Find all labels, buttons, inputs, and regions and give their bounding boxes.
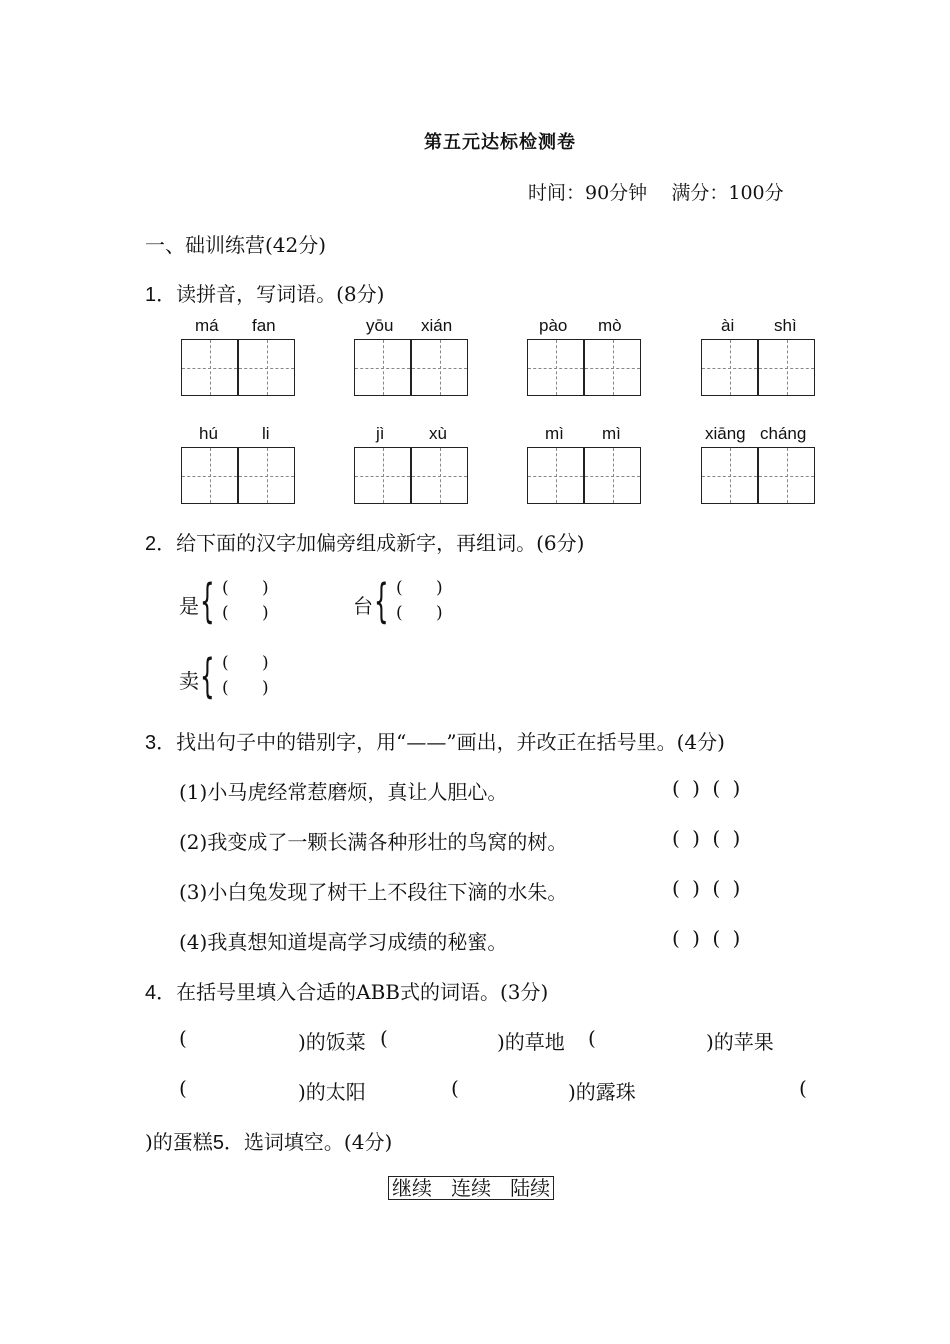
blank-open[interactable]: ( xyxy=(588,1026,596,1050)
word-bank xyxy=(388,1176,554,1200)
blank-open[interactable]: ( xyxy=(451,1076,459,1100)
page-title: 第五元达标检测卷 xyxy=(424,132,576,153)
full-score: 满分：100分 xyxy=(671,182,784,204)
writing-box[interactable] xyxy=(411,339,468,396)
question-number: 5． xyxy=(212,1132,244,1154)
writing-box[interactable] xyxy=(238,339,295,396)
writing-box[interactable] xyxy=(181,447,238,504)
sentence: (1)小马虎经常惹磨烦，真让人胆心。 xyxy=(179,780,508,804)
blank-open[interactable]: ( xyxy=(179,1076,187,1100)
pinyin: mì xyxy=(545,424,564,443)
pinyin: hú xyxy=(199,424,218,443)
pinyin: li xyxy=(262,424,270,443)
pinyin: xián xyxy=(421,316,453,335)
writing-box[interactable] xyxy=(701,339,758,396)
brace: { xyxy=(374,574,389,628)
phrase: )的太阳 xyxy=(298,1080,366,1104)
blank-open[interactable]: ( xyxy=(799,1076,807,1100)
writing-box[interactable] xyxy=(758,447,815,504)
question-3 xyxy=(145,726,725,755)
writing-box[interactable] xyxy=(584,447,641,504)
answer-parens[interactable]: ( ) ( ) xyxy=(672,876,744,900)
question-text: 选词填空。(4分) xyxy=(243,1130,393,1154)
question-text: 给下面的汉字加偏旁组成新字，再组词。(6分) xyxy=(176,531,585,555)
phrase: )的苹果 xyxy=(706,1030,774,1054)
answer-parens[interactable]: ( ) ( ) xyxy=(672,926,744,950)
writing-box[interactable] xyxy=(181,339,238,396)
pinyin: jì xyxy=(376,424,385,443)
pinyin: pào xyxy=(539,316,568,335)
question-number: 2． xyxy=(145,533,177,555)
question-1 xyxy=(145,278,384,307)
writing-box[interactable] xyxy=(411,447,468,504)
brace: { xyxy=(200,574,215,628)
radical-char: 卖 xyxy=(179,669,199,693)
pinyin: cháng xyxy=(760,424,807,443)
word-option: 继续 xyxy=(392,1176,432,1200)
question-number: 3． xyxy=(145,732,177,754)
radical-char: 台 xyxy=(353,594,373,618)
phrase: )的饭菜 xyxy=(298,1030,366,1054)
answer-paren[interactable]: ( ) xyxy=(222,678,283,698)
word-option: 连续 xyxy=(451,1176,492,1200)
writing-box[interactable] xyxy=(354,447,411,504)
writing-box[interactable] xyxy=(238,447,295,504)
question-text: 在括号里填入合适的ABB式的词语。(3分) xyxy=(176,980,549,1004)
pinyin: fan xyxy=(252,316,276,335)
pinyin: ài xyxy=(721,316,735,335)
writing-box[interactable] xyxy=(527,339,584,396)
question-number: 4． xyxy=(145,982,177,1004)
writing-box[interactable] xyxy=(527,447,584,504)
time-limit: 时间：90分钟 xyxy=(528,182,648,204)
phrase: )的蛋糕 xyxy=(145,1130,213,1154)
question-text: 读拼音，写词语。(8分) xyxy=(176,282,385,306)
blank-open[interactable]: ( xyxy=(380,1026,388,1050)
writing-box[interactable] xyxy=(354,339,411,396)
question-4 xyxy=(145,976,548,1005)
phrase: )的草地 xyxy=(497,1030,565,1054)
answer-paren[interactable]: ( ) xyxy=(396,578,457,598)
answer-parens[interactable]: ( ) ( ) xyxy=(672,776,744,800)
answer-parens[interactable]: ( ) ( ) xyxy=(672,826,744,850)
answer-paren[interactable]: ( ) xyxy=(396,603,457,623)
question-number: 1． xyxy=(145,284,177,306)
word-option: 陆续 xyxy=(510,1176,551,1200)
sentence: (2)我变成了一颗长满各种形壮的鸟窝的树。 xyxy=(179,830,568,854)
pinyin: shì xyxy=(774,316,797,335)
pinyin: xù xyxy=(429,424,447,443)
pinyin: má xyxy=(195,316,219,335)
pinyin: xiāng xyxy=(705,424,746,443)
pinyin: mì xyxy=(602,424,621,443)
question-5 xyxy=(145,1126,392,1155)
brace: { xyxy=(200,649,215,703)
phrase: )的露珠 xyxy=(568,1080,636,1104)
sentence: (4)我真想知道堤高学习成绩的秘蜜。 xyxy=(179,930,508,954)
sentence: (3)小白兔发现了树干上不段往下滴的水朱。 xyxy=(179,880,568,904)
exam-meta xyxy=(528,178,784,205)
answer-paren[interactable]: ( ) xyxy=(222,578,283,598)
answer-paren[interactable]: ( ) xyxy=(222,653,283,673)
writing-box[interactable] xyxy=(758,339,815,396)
question-2 xyxy=(145,527,584,556)
blank-open[interactable]: ( xyxy=(179,1026,187,1050)
question-text: 找出句子中的错别字，用“——”画出，并改正在括号里。(4分) xyxy=(176,730,725,754)
radical-char: 是 xyxy=(179,594,199,618)
answer-paren[interactable]: ( ) xyxy=(222,603,283,623)
writing-box[interactable] xyxy=(584,339,641,396)
section-heading: 一、础训练营(42分) xyxy=(145,233,327,257)
pinyin: mò xyxy=(598,316,622,335)
pinyin: yōu xyxy=(366,316,394,335)
writing-box[interactable] xyxy=(701,447,758,504)
